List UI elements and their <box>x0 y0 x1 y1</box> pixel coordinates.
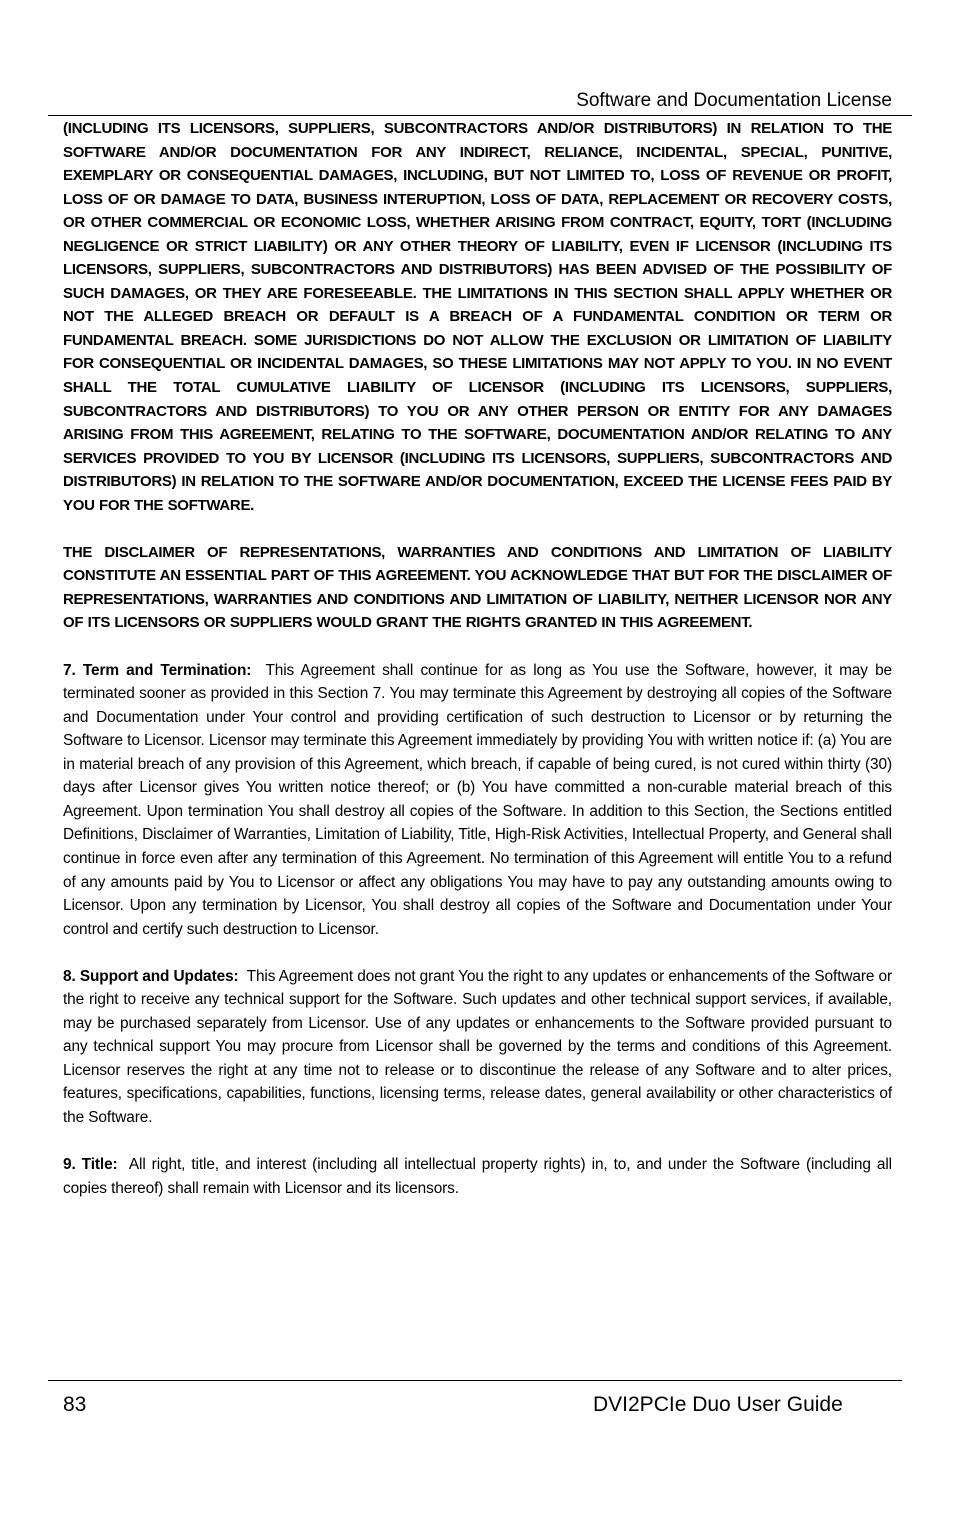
section-heading: 8. Support and Updates: <box>63 967 239 985</box>
section-support-and-updates <box>63 965 892 1130</box>
footer-document-title: DVI2PCIe Duo User Guide <box>593 1393 843 1416</box>
section-text: This Agreement shall continue for as long as You use the Software, however, it may be terminated sooner as provided in this Section 7. You may terminate this Agreement by destroying all copies of the Software and Documentation under Your control and providing certification of such destruction to Licensor or by returning the Software to Licensor. Licensor may terminate this Agreement immediately by providing You with written notice if: (a) You are in material breach of any provision of this Agreement, which breach, if capable of being cured, is not cured within thirty (30) days after Licensor gives You written notice thereof; or (b) You have committed a non-curable material breach of this Agreement. Upon termination You shall destroy all copies of the Software. In addition to this Section, the Sections entitled Definitions, Disclaimer of Warranties, Limitation of Liability, Title, High-Risk Activities, Intellectual Property, and General shall continue in force even after any termination of this Agreement. No termination of this Agreement will entitle You to a refund of any amounts paid by You to Licensor or affect any obligations You may have to pay any outstanding amounts owing to Licensor. Upon any termination by Licensor, You shall destroy all copies of the Software and Documentation under Your control and certify such destruction to Licensor. <box>63 661 892 938</box>
disclaimer-paragraph: THE DISCLAIMER OF REPRESENTATIONS, WARRANTIES AND CONDITIONS AND LIMITATION OF LIABILITY CONSTITUTE AN ESSENTIAL PART OF THIS AGREEMENT. YOU ACKNOWLEDGE THAT BUT FOR THE DISCLAIMER OF REPRESENTATIONS, WARRANTIES AND CONDITIONS AND LIMITATION OF LIABILITY, NEITHER LICENSOR NOR ANY OF ITS LICENSORS OR SUPPLIERS WOULD GRANT THE RIGHTS GRANTED IN THIS AGREEMENT. <box>63 543 892 632</box>
section-heading: 7. Term and Termination: <box>63 661 252 679</box>
section-title <box>63 1153 892 1200</box>
section-text: All right, title, and interest (including all intellectual property rights) in, to, and under the Software (including all copies thereof) shall remain with Licensor and its licensors. <box>63 1156 892 1197</box>
section-heading: 9. Title: <box>63 1156 118 1174</box>
page-number: 83 <box>63 1393 87 1416</box>
page-body <box>63 117 892 1224</box>
section-text: This Agreement does not grant You the right to any updates or enhancements of the Software or the right to receive any technical support for the Software. Such updates and other technical support services, if available, may be purchased separately from Licensor. Use of any updates or enhancements to the Software provided pursuant to any technical support You may procure from Licensor shall be governed by the terms and conditions of this Agreement. Licensor reserves the right at any time not to release or to discontinue the release of any Software and to alter prices, features, specifications, capabilities, functions, licensing terms, release dates, general availability or other characteristics of the Software. <box>63 967 892 1126</box>
liability-limitation-paragraph: (INCLUDING ITS LICENSORS, SUPPLIERS, SUBCONTRACTORS AND/OR DISTRIBUTORS) IN RELATION TO THE SOFTWARE AND/OR DOCUMENTATION FOR ANY INDIRECT, RELIANCE, INCIDENTAL, SPECIAL, PUNITIVE, EXEMPLARY OR CONSEQUENTIAL DAMAGES, INCLUDING, BUT NOT LIMITED TO, LOSS OF REVENUE OR PROFIT, LOSS OF OR DAMAGE TO DATA, BUSINESS INTERUPTION, LOSS OF DATA, REPLACEMENT OR RECOVERY COSTS, OR OTHER COMMERCIAL OR ECONOMIC LOSS, WHETHER ARISING FROM CONTRACT, EQUITY, TORT (INCLUDING NEGLIGENCE OR STRICT LIABILITY) OR ANY OTHER THEORY OF LIABILITY, EVEN IF LICENSOR (INCLUDING ITS LICENSORS, SUPPLIERS, SUBCONTRACTORS AND DISTRIBUTORS) HAS BEEN ADVISED OF THE POSSIBILITY OF SUCH DAMAGES, OR THEY ARE FORESEEABLE. THE LIMITATIONS IN THIS SECTION SHALL APPLY WHETHER OR NOT THE ALLEGED BREACH OR DEFAULT IS A BREACH OF A FUNDAMENTAL CONDITION OR TERM OR FUNDAMENTAL BREACH. SOME JURISDICTIONS DO NOT ALLOW THE EXCLUSION OR LIMITATION OF LIABILITY FOR CONSEQUENTIAL OR INCIDENTAL DAMAGES, SO THESE LIMITATIONS MAY NOT APPLY TO YOU. IN NO EVENT SHALL THE TOTAL CUMULATIVE LIABILITY OF LICENSOR (INCLUDING ITS LICENSORS, SUPPLIERS, SUBCONTRACTORS AND DISTRIBUTORS) TO YOU OR ANY OTHER PERSON OR ENTITY FOR ANY DAMAGES ARISING FROM THIS AGREEMENT, RELATING TO THE SOFTWARE, DOCUMENTATION AND/OR RELATING TO ANY SERVICES PROVIDED TO YOU BY LICENSOR (INCLUDING ITS LICENSORS, SUPPLIERS, SUBCONTRACTORS AND DISTRIBUTORS) IN RELATION TO THE SOFTWARE AND/OR DOCUMENTATION, EXCEED THE LICENSE FEES PAID BY YOU FOR THE SOFTWARE. <box>63 120 892 514</box>
section-term-and-termination <box>63 659 892 942</box>
header-divider <box>48 115 912 116</box>
running-header-title: Software and Documentation License <box>576 90 892 111</box>
footer-divider <box>48 1380 902 1381</box>
